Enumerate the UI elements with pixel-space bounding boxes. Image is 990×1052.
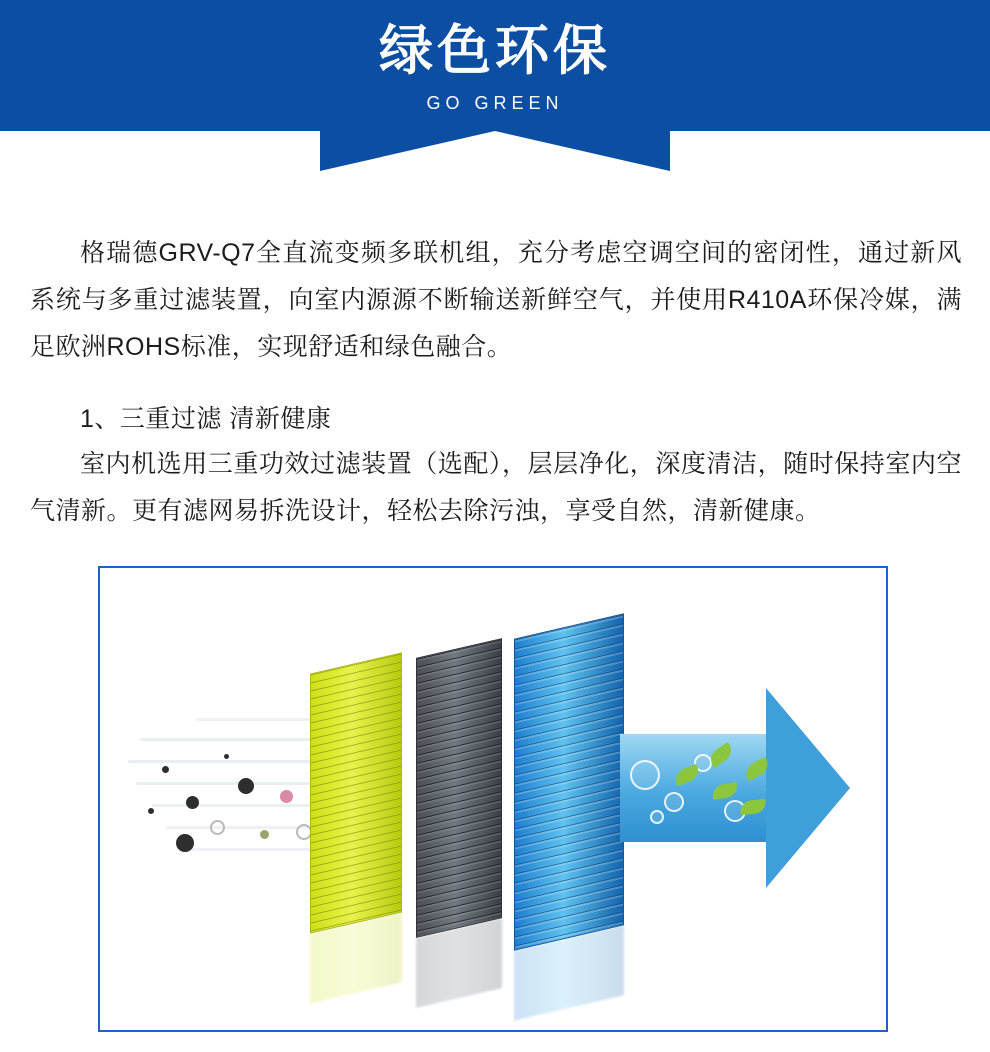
filter-pleat-lines [311,654,401,933]
page-title: 绿色环保 [379,21,611,81]
dust-particle [224,754,229,759]
airflow-streak [140,738,320,741]
banner-chevron-shape [320,131,670,171]
illustration-canvas [100,568,886,1030]
article-content [0,175,990,535]
arrow-head [766,688,850,888]
air-bubble [630,760,660,790]
airflow-streak [196,718,316,721]
dark-filter-panel [416,638,502,938]
airflow-streak [152,804,322,807]
dust-particle [162,766,169,773]
airflow-streak [180,848,320,851]
air-bubble [650,810,664,824]
yellow-filter-panel [310,652,402,933]
air-bubble [664,792,684,812]
dust-particle [188,798,197,807]
page-subtitle: GO GREEN [426,93,564,113]
pollen-particle [280,790,293,803]
page-header-banner [0,0,990,175]
lead-paragraph: 格瑞德GRV-Q7全直流变频多联机组，充分考虑空调空间的密闭性，通过新风系统与多重过滤装置，向室内源源不断输送新鲜空气，并使用R410A环保冷媒，满足欧洲ROHS标准，实现舒适和绿色融合。 [30,239,962,361]
dust-particle [240,780,252,792]
section-paragraph: 室内机选用三重功效过滤装置（选配），层层净化，深度清洁，随时保持室内空气清新。更有滤网易拆洗设计，轻松去除污浊，享受自然，清新健康。 [30,450,962,525]
dust-particle [260,830,269,839]
airflow-streak [128,760,333,763]
section-heading: 1、三重过滤 清新健康 [80,405,332,433]
airflow-streak [136,782,326,785]
bacteria-particle [210,820,225,835]
dust-particle [148,808,154,814]
dust-particle [178,836,192,850]
blue-filter-panel [514,613,624,950]
filter-pleat-lines [417,639,501,936]
triple-filter-illustration [98,566,888,1032]
clean-air-arrow [620,688,850,888]
filter-pleat-lines [515,615,623,950]
